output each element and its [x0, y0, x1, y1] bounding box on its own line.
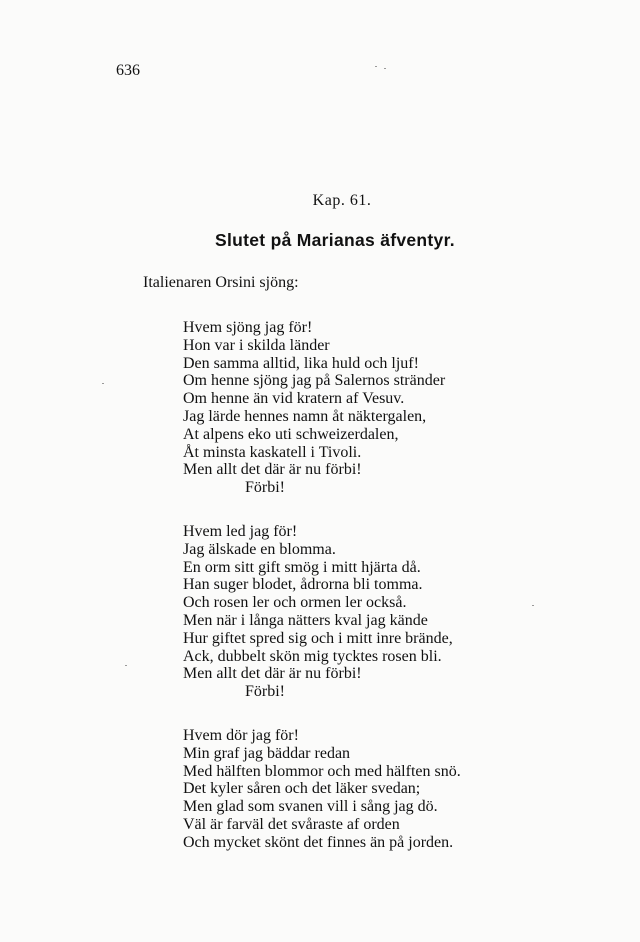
poem-refrain: Förbi! [245, 479, 285, 497]
poem-stanza [183, 727, 461, 852]
poem-line: Med hälften blommor och med hälften snö. [183, 762, 461, 780]
paper-speck [384, 68, 386, 69]
poem-line: Hur giftet spred sig och i mitt inre brände, [183, 629, 453, 647]
poem-line: Jag lärde hennes namn åt näktergalen, [183, 407, 427, 425]
poem-line: En orm sitt gift smög i mitt hjärta då. [183, 558, 421, 576]
poem-line: Ack, dubbelt skön mig tycktes rosen bli. [183, 647, 442, 665]
paper-speck [102, 383, 104, 384]
chapter-heading: Kap. 61. [312, 192, 372, 209]
poem-line: Väl är farväl det svåraste af orden [183, 815, 400, 833]
paper-speck [532, 605, 534, 606]
poem-line: Om henne sjöng jag på Salernos stränder [183, 372, 446, 390]
poem-line: Och mycket skönt det finnes än på jorden. [183, 833, 454, 851]
chapter-title: Slutet på Marianas äfventyr. [215, 230, 455, 250]
poem-line: Men allt det där är nu förbi! [183, 461, 362, 479]
poem-line: Jag älskade en blomma. [183, 540, 336, 558]
poem-line: Om henne än vid kratern af Vesuv. [183, 390, 405, 408]
poem-stanza [183, 319, 445, 497]
poem-line: Men glad som svanen vill i sång jag dö. [183, 798, 438, 816]
poem-stanza [183, 523, 453, 701]
poem-refrain: Förbi! [245, 683, 285, 701]
poem-line: Men allt det där är nu förbi! [183, 665, 362, 683]
poem-line: Den samma alltid, lika huld och ljuf! [183, 354, 419, 372]
poem-line: Hvem sjöng jag för! [183, 319, 313, 336]
paper-speck [125, 665, 127, 666]
poem-line: Åt minsta kaskatell i Tivoli. [183, 443, 362, 461]
poem-line: At alpens eko uti schweizerdalen, [183, 425, 399, 443]
intro-line: Italienaren Orsini sjöng: [143, 274, 299, 291]
poem-line: Han suger blodet, ådrorna bli tomma. [183, 576, 423, 594]
poem-line: Och rosen ler och ormen ler också. [183, 594, 407, 612]
poem-line: Men när i långa nätters kval jag kände [183, 611, 428, 629]
paper-speck [375, 66, 377, 67]
poem-line: Hvem led jag för! [183, 523, 298, 540]
poem-line: Min graf jag bäddar redan [183, 744, 351, 762]
page-number: 636 [116, 62, 140, 79]
poem-line: Det kyler såren och det läker svedan; [183, 780, 421, 798]
poem-line: Hvem dör jag för! [183, 727, 299, 744]
poem-line: Hon var i skilda länder [183, 336, 330, 354]
